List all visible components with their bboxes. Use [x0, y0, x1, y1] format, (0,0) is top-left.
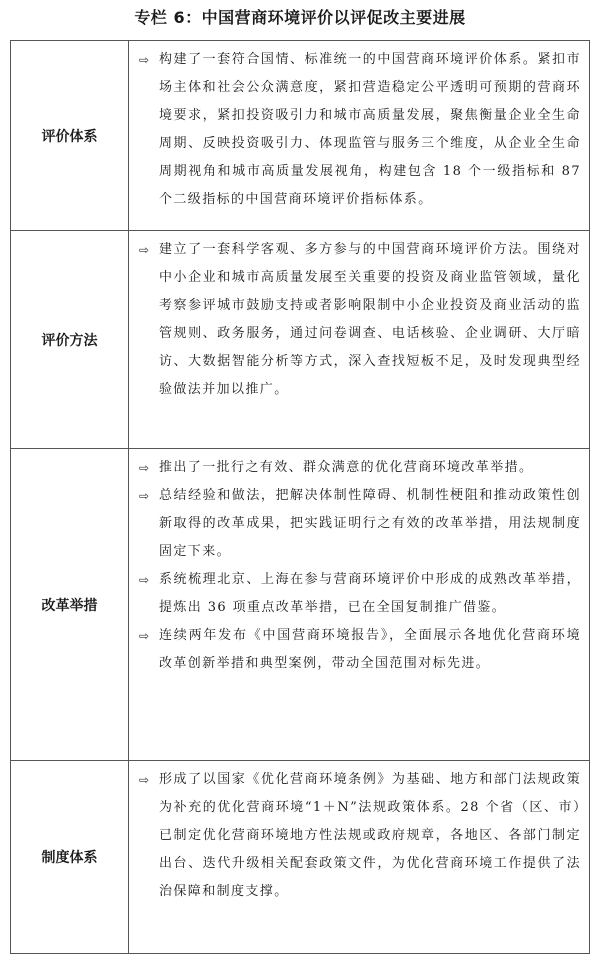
item-text: 系统梳理北京、上海在参与营商环境评价中形成的成熟改革举措，提炼出 36 项重点改革举措，已在全国复制推广借鉴。 [159, 572, 581, 615]
list-item [139, 566, 581, 622]
progress-table [10, 40, 590, 954]
row-label: 评价方法 [11, 231, 129, 449]
item-text: 构建了一套符合国情、标准统一的中国营商环境评价体系。紧扣市场主体和社会公众满意度，紧扣营造稳定公平透明可预期的营商环境要求，紧扣投资吸引力和城市高质量发展，聚焦衡量企业全生命周期、反映投资吸引力、体现监管与服务三个维度，从企业全生命周期视角和城市高质量发展视角，构建包含 18 个一级指标和 87 个二级指标的中国营商环境评价指标体系。 [159, 52, 581, 207]
row-label: 评价体系 [11, 41, 129, 231]
arrow-bullet-icon: ⇨ [139, 489, 150, 503]
item-text: 建立了一套科学客观、多方参与的中国营商环境评价方法。围绕对中小企业和城市高质量发展至关重要的投资及商业监管领域，量化考察参评城市鼓励支持或者影响限制中小企业投资及商业活动的监管规则、政务服务，通过问卷调查、电话核验、企业调研、大厅暗访、大数据智能分析等方式，深入查找短板不足，及时发现典型经验做法并加以推广。 [159, 242, 581, 397]
item-text: 总结经验和做法，把解决体制性障碍、机制性梗阻和推动政策性创新取得的改革成果，把实践证明行之有效的改革举措，用法规制度固定下来。 [159, 488, 581, 559]
arrow-bullet-icon: ⇨ [139, 461, 150, 475]
row-label: 改革举措 [11, 449, 129, 761]
arrow-bullet-icon: ⇨ [139, 243, 150, 257]
table-row [11, 761, 590, 954]
list-item [139, 46, 581, 214]
table-row [11, 41, 590, 231]
table-row [11, 231, 590, 449]
item-text: 推出了一批行之有效、群众满意的优化营商环境改革举措。 [159, 460, 534, 475]
box-title: 专栏 6：中国营商环境评价以评促改主要进展 [134, 8, 466, 27]
row-content [129, 231, 590, 449]
row-content [129, 449, 590, 761]
item-text: 连续两年发布《中国营商环境报告》，全面展示各地优化营商环境改革创新举措和典型案例，带动全国范围对标先进。 [159, 628, 581, 671]
table-row [11, 449, 590, 761]
arrow-bullet-icon: ⇨ [139, 629, 150, 643]
list-item [139, 482, 581, 566]
list-item [139, 454, 581, 482]
row-content [129, 761, 590, 954]
list-item [139, 766, 581, 906]
list-item [139, 622, 581, 678]
arrow-bullet-icon: ⇨ [139, 53, 150, 67]
item-text: 形成了以国家《优化营商环境条例》为基础、地方和部门法规政策为补充的优化营商环境“1＋N”法规政策体系。28 个省（区、市）已制定优化营商环境地方性法规或政府规章，各地区、各部门制定出台、迭代升级相关配套政策文件，为优化营商环境工作提供了法治保障和制度支撑。 [159, 772, 581, 899]
arrow-bullet-icon: ⇨ [139, 773, 150, 787]
row-label: 制度体系 [11, 761, 129, 954]
arrow-bullet-icon: ⇨ [139, 573, 150, 587]
list-item [139, 236, 581, 404]
row-content [129, 41, 590, 231]
